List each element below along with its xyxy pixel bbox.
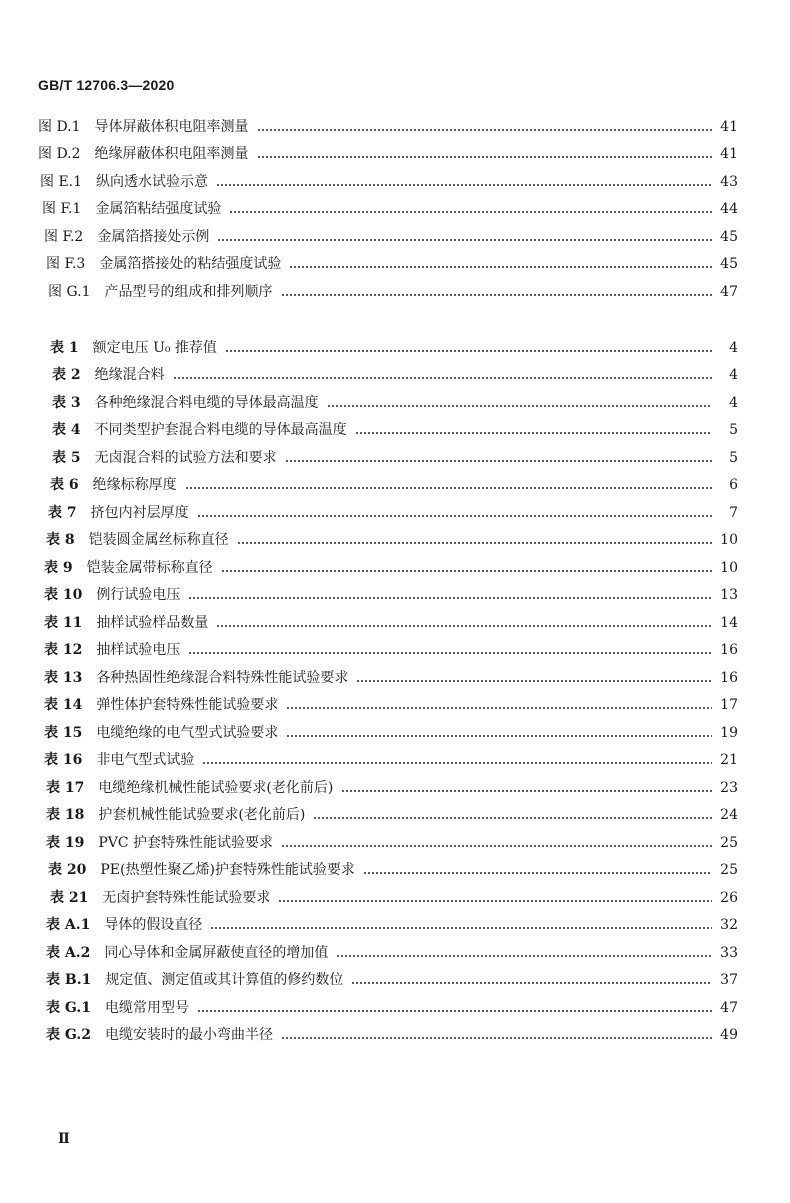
dot-leader bbox=[221, 570, 712, 572]
table-label: 表 5 bbox=[52, 450, 81, 466]
figure-label: 图 E.1 bbox=[40, 174, 83, 190]
table-page-number: 10 bbox=[720, 560, 738, 576]
table-page-number: 24 bbox=[720, 807, 738, 823]
table-entry[interactable] bbox=[46, 997, 738, 1019]
table-title: 电缆安装时的最小弯曲半径 bbox=[104, 1027, 273, 1043]
table-title: 同心导体和金属屏蔽使直径的增加值 bbox=[104, 945, 329, 961]
table-entry[interactable] bbox=[52, 364, 738, 386]
table-entry[interactable] bbox=[44, 557, 738, 579]
table-entry[interactable] bbox=[52, 447, 738, 469]
table-page-number: 37 bbox=[720, 972, 738, 988]
table-page-number: 26 bbox=[720, 890, 738, 906]
table-label: 表 21 bbox=[50, 890, 89, 906]
table-title: 电缆常用型号 bbox=[104, 1000, 189, 1016]
table-label: 表 8 bbox=[46, 532, 75, 548]
table-label: 表 17 bbox=[46, 780, 85, 796]
table-entry[interactable] bbox=[48, 859, 738, 881]
table-label: 表 11 bbox=[44, 615, 83, 631]
table-label: 表 15 bbox=[44, 725, 83, 741]
table-entry[interactable] bbox=[48, 502, 738, 524]
table-entry[interactable] bbox=[52, 419, 738, 441]
table-label: 表 A.1 bbox=[46, 917, 91, 933]
dot-leader bbox=[188, 652, 712, 654]
table-label: 表 20 bbox=[48, 862, 87, 878]
dot-leader bbox=[351, 982, 712, 984]
dot-leader bbox=[286, 735, 712, 737]
table-title: PVC 护套特殊性能试验要求 bbox=[98, 835, 274, 851]
table-title: 抽样试验电压 bbox=[96, 642, 181, 658]
table-page-number: 5 bbox=[729, 422, 738, 438]
table-title: 非电气型式试验 bbox=[96, 752, 195, 768]
dot-leader bbox=[281, 294, 713, 296]
dot-leader bbox=[313, 817, 712, 819]
table-label: 表 4 bbox=[52, 422, 81, 438]
table-title: 挤包内衬层厚度 bbox=[90, 505, 189, 521]
table-title: 无卤护套特殊性能试验要求 bbox=[102, 890, 271, 906]
dot-leader bbox=[188, 597, 712, 599]
table-page-number: 7 bbox=[729, 505, 738, 521]
table-title: 电缆绝缘的电气型式试验要求 bbox=[96, 725, 279, 741]
table-title: 护套机械性能试验要求(老化前后) bbox=[98, 807, 306, 823]
dot-leader bbox=[173, 377, 712, 379]
table-entry[interactable] bbox=[46, 914, 738, 936]
table-title: 不同类型护套混合料电缆的导体最高温度 bbox=[94, 422, 347, 438]
table-label: 表 3 bbox=[52, 395, 81, 411]
dot-leader bbox=[216, 184, 712, 186]
figure-entry[interactable] bbox=[48, 281, 738, 303]
table-entry[interactable] bbox=[44, 749, 738, 771]
table-page-number: 25 bbox=[720, 862, 738, 878]
table-label: 表 G.1 bbox=[46, 1000, 91, 1016]
table-entry[interactable] bbox=[52, 392, 738, 414]
table-label: 表 13 bbox=[44, 670, 83, 686]
figure-page-number: 41 bbox=[720, 119, 738, 135]
figure-label: 图 D.1 bbox=[38, 119, 81, 135]
table-page-number: 21 bbox=[720, 752, 738, 768]
table-page-number: 47 bbox=[720, 1000, 738, 1016]
figure-label: 图 F.2 bbox=[44, 229, 84, 245]
table-page-number: 49 bbox=[720, 1027, 738, 1043]
table-page-number: 16 bbox=[720, 642, 738, 658]
table-label: 表 B.1 bbox=[46, 972, 92, 988]
table-page-number: 13 bbox=[720, 587, 738, 603]
figure-entry[interactable] bbox=[38, 143, 738, 165]
dot-leader bbox=[185, 487, 712, 489]
figure-title: 导体屏蔽体积电阻率测量 bbox=[94, 119, 249, 135]
standard-number: GB/T 12706.3—2020 bbox=[38, 77, 175, 93]
table-page-number: 4 bbox=[729, 340, 738, 356]
table-page-number: 6 bbox=[729, 477, 738, 493]
figure-label: 图 F.1 bbox=[42, 201, 82, 217]
dot-leader bbox=[341, 790, 712, 792]
table-page-number: 17 bbox=[720, 697, 738, 713]
table-page-number: 10 bbox=[720, 532, 738, 548]
figure-title: 纵向透水试验示意 bbox=[96, 174, 209, 190]
table-title: 弹性体护套特殊性能试验要求 bbox=[96, 697, 279, 713]
dot-leader bbox=[363, 872, 712, 874]
figure-label: 图 F.3 bbox=[46, 256, 86, 272]
table-entry[interactable] bbox=[46, 969, 738, 991]
table-label: 表 14 bbox=[44, 697, 83, 713]
table-entry[interactable] bbox=[44, 612, 738, 634]
table-title: 铠装金属带标称直径 bbox=[86, 560, 213, 576]
dot-leader bbox=[336, 955, 712, 957]
figure-page-number: 43 bbox=[720, 174, 738, 190]
table-page-number: 33 bbox=[720, 945, 738, 961]
table-entry[interactable] bbox=[46, 777, 738, 799]
table-entry[interactable] bbox=[50, 337, 738, 359]
table-label: 表 9 bbox=[44, 560, 73, 576]
table-label: 表 18 bbox=[46, 807, 85, 823]
table-title: 导体的假设直径 bbox=[104, 917, 203, 933]
table-label: 表 1 bbox=[50, 340, 79, 356]
figure-page-number: 44 bbox=[720, 201, 738, 217]
dot-leader bbox=[327, 405, 712, 407]
table-entry[interactable] bbox=[44, 584, 738, 606]
table-label: 表 G.2 bbox=[46, 1027, 91, 1043]
dot-leader bbox=[225, 350, 712, 352]
dot-leader bbox=[229, 211, 712, 213]
table-label: 表 6 bbox=[50, 477, 79, 493]
table-title: 铠装圆金属丝标称直径 bbox=[88, 532, 229, 548]
figure-title: 金属箔搭接处的粘结强度试验 bbox=[99, 256, 282, 272]
table-page-number: 14 bbox=[720, 615, 738, 631]
table-entry[interactable] bbox=[46, 832, 738, 854]
dot-leader bbox=[278, 900, 712, 902]
dot-leader bbox=[257, 156, 712, 158]
figure-label: 图 G.1 bbox=[48, 284, 91, 300]
table-title: 例行试验电压 bbox=[96, 587, 181, 603]
table-label: 表 12 bbox=[44, 642, 83, 658]
table-label: 表 A.2 bbox=[46, 945, 91, 961]
dot-leader bbox=[197, 515, 712, 517]
table-entry[interactable] bbox=[50, 474, 738, 496]
table-title: 各种绝缘混合料电缆的导体最高温度 bbox=[94, 395, 319, 411]
table-title: 绝缘标称厚度 bbox=[92, 477, 177, 493]
table-label: 表 19 bbox=[46, 835, 85, 851]
dot-leader bbox=[202, 762, 712, 764]
table-page-number: 4 bbox=[729, 395, 738, 411]
table-title: 无卤混合料的试验方法和要求 bbox=[94, 450, 277, 466]
figure-label: 图 D.2 bbox=[38, 146, 81, 162]
table-title: 抽样试验样品数量 bbox=[96, 615, 209, 631]
table-label: 表 7 bbox=[48, 505, 77, 521]
figure-entry[interactable] bbox=[42, 198, 738, 220]
dot-leader bbox=[356, 680, 712, 682]
table-entry[interactable] bbox=[46, 942, 738, 964]
dot-leader bbox=[281, 1037, 712, 1039]
table-page-number: 4 bbox=[729, 367, 738, 383]
table-entry[interactable] bbox=[44, 694, 738, 716]
figure-entry[interactable] bbox=[46, 253, 738, 275]
dot-leader bbox=[216, 625, 712, 627]
table-entry[interactable] bbox=[44, 722, 738, 744]
table-entry[interactable] bbox=[46, 1024, 738, 1046]
dot-leader bbox=[355, 432, 712, 434]
figure-page-number: 45 bbox=[720, 229, 738, 245]
table-title: 规定值、测定值或其计算值的修约数位 bbox=[105, 972, 344, 988]
table-title: PE(热塑性聚乙烯)护套特殊性能试验要求 bbox=[100, 862, 355, 878]
figure-entry[interactable] bbox=[38, 116, 738, 138]
dot-leader bbox=[289, 266, 712, 268]
dot-leader bbox=[217, 239, 712, 241]
figure-title: 金属箔粘结强度试验 bbox=[95, 201, 222, 217]
table-title: 电缆绝缘机械性能试验要求(老化前后) bbox=[98, 780, 334, 796]
figure-entry[interactable] bbox=[44, 226, 738, 248]
figure-title: 产品型号的组成和排列顺序 bbox=[104, 284, 273, 300]
table-title: 额定电压 U₀ 推荐值 bbox=[92, 340, 217, 356]
page-number: Ⅱ bbox=[58, 1131, 70, 1147]
dot-leader bbox=[257, 129, 712, 131]
dot-leader bbox=[285, 460, 712, 462]
figure-title: 绝缘屏蔽体积电阻率测量 bbox=[94, 146, 249, 162]
dot-leader bbox=[286, 707, 712, 709]
table-title: 各种热固性绝缘混合料特殊性能试验要求 bbox=[96, 670, 349, 686]
table-page-number: 25 bbox=[720, 835, 738, 851]
figure-page-number: 45 bbox=[720, 256, 738, 272]
table-page-number: 16 bbox=[720, 670, 738, 686]
figure-title: 金属箔搭接处示例 bbox=[97, 229, 210, 245]
figure-page-number: 41 bbox=[720, 146, 738, 162]
table-page-number: 32 bbox=[720, 917, 738, 933]
table-entry[interactable] bbox=[50, 887, 738, 909]
table-entry[interactable] bbox=[44, 667, 738, 689]
figure-page-number: 47 bbox=[720, 284, 738, 300]
table-entry[interactable] bbox=[46, 529, 738, 551]
table-page-number: 19 bbox=[720, 725, 738, 741]
dot-leader bbox=[237, 542, 712, 544]
table-title: 绝缘混合料 bbox=[94, 367, 165, 383]
table-page-number: 23 bbox=[720, 780, 738, 796]
table-label: 表 16 bbox=[44, 752, 83, 768]
dot-leader bbox=[281, 845, 712, 847]
dot-leader bbox=[210, 927, 712, 929]
table-label: 表 2 bbox=[52, 367, 81, 383]
table-page-number: 5 bbox=[729, 450, 738, 466]
table-entry[interactable] bbox=[44, 639, 738, 661]
table-label: 表 10 bbox=[44, 587, 83, 603]
figure-entry[interactable] bbox=[40, 171, 738, 193]
dot-leader bbox=[197, 1010, 712, 1012]
table-entry[interactable] bbox=[46, 804, 738, 826]
